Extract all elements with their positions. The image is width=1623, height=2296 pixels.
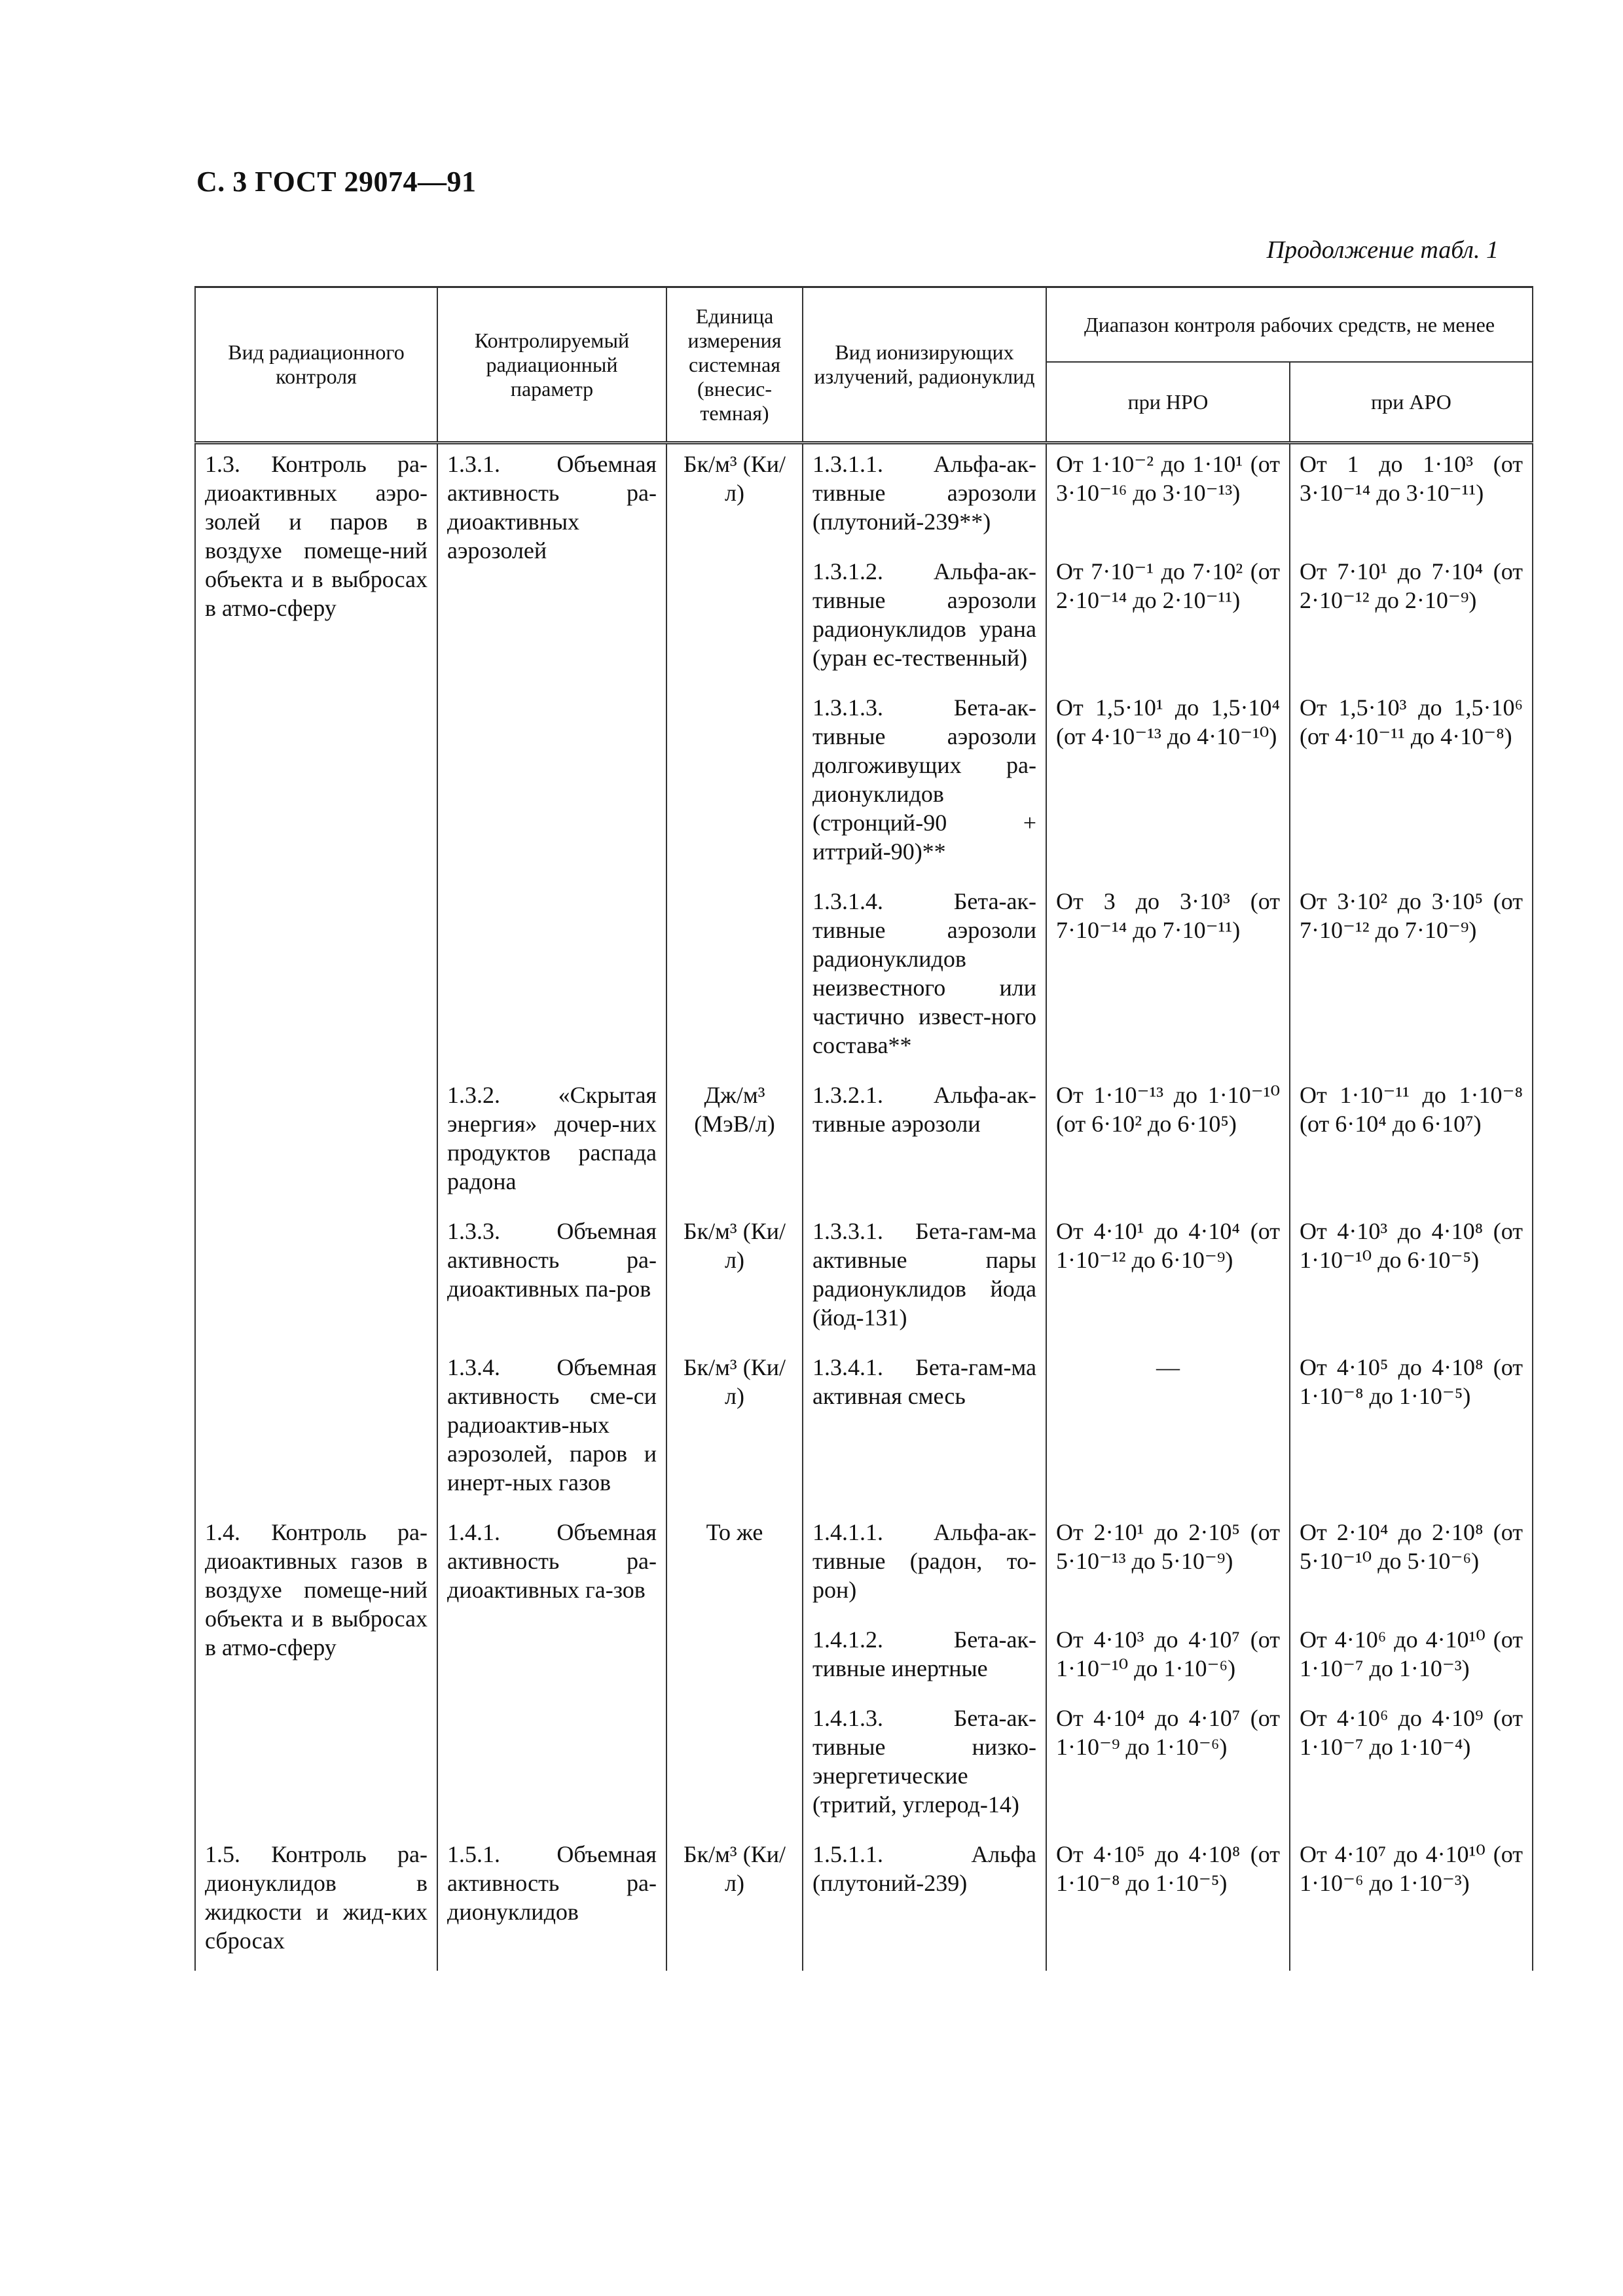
cell-radiation: 1.3.1.4. Бета-ак-тивные аэрозоли радионуклидов неизвестного или частично извест-ного состава** [803,882,1046,1075]
table-continuation-label: Продолжение табл. 1 [1266,236,1499,264]
cell-range-aro: От 4·10⁶ до 4·10¹⁰ (от 1·10⁻⁷ до 1·10⁻³) [1290,1620,1533,1698]
cell-range-nro: От 1,5·10¹ до 1,5·10⁴ (от 4·10⁻¹³ до 4·10⁻¹⁰) [1046,688,1290,882]
cell-range-aro: От 3·10² до 3·10⁵ (от 7·10⁻¹² до 7·10⁻⁹) [1290,882,1533,1075]
header-nro: при НРО [1046,362,1290,443]
cell-unit: Бк/м³ (Ки/л) [666,1348,803,1513]
cell-range-nro: От 1·10⁻¹³ до 1·10⁻¹⁰ (от 6·10² до 6·10⁵) [1046,1075,1290,1211]
header-parameter: Контролируемый радиационный параметр [437,287,666,443]
cell-range-aro: От 7·10¹ до 7·10⁴ (от 2·10⁻¹² до 2·10⁻⁹) [1290,552,1533,688]
cell-parameter: 1.5.1. Объемная активность ра-дионуклидов [437,1835,666,1971]
cell-radiation: 1.3.1.1. Альфа-ак-тивные аэрозоли (плутоний-239**) [803,443,1046,552]
page-header: С. 3 ГОСТ 29074—91 [196,166,477,198]
cell-range-nro: От 4·10¹ до 4·10⁴ (от 1·10⁻¹² до 6·10⁻⁹) [1046,1211,1290,1348]
cell-control-type: 1.5. Контроль ра-дионуклидов в жидкости и жид-ких сбросах [195,1835,437,1971]
cell-range-nro: От 3 до 3·10³ (от 7·10⁻¹⁴ до 7·10⁻¹¹) [1046,882,1290,1075]
cell-range-aro: От 4·10³ до 4·10⁸ (от 1·10⁻¹⁰ до 6·10⁻⁵) [1290,1211,1533,1348]
cell-range-nro: От 2·10¹ до 2·10⁵ (от 5·10⁻¹³ до 5·10⁻⁹) [1046,1513,1290,1620]
cell-range-aro: От 4·10⁵ до 4·10⁸ (от 1·10⁻⁸ до 1·10⁻⁵) [1290,1348,1533,1513]
cell-radiation: 1.3.2.1. Альфа-ак-тивные аэрозоли [803,1075,1046,1211]
header-range: Диапазон контроля рабочих средств, не менее [1046,287,1533,363]
cell-range-nro: От 4·10³ до 4·10⁷ (от 1·10⁻¹⁰ до 1·10⁻⁶) [1046,1620,1290,1698]
cell-range-nro: От 1·10⁻² до 1·10¹ (от 3·10⁻¹⁶ до 3·10⁻¹³) [1046,443,1290,552]
cell-range-aro: От 1·10⁻¹¹ до 1·10⁻⁸ (от 6·10⁴ до 6·10⁷) [1290,1075,1533,1211]
cell-parameter: 1.3.2. «Скрытая энергия» дочер-них продуктов распада радона [437,1075,666,1211]
cell-parameter: 1.3.1. Объемная активность ра-диоактивных аэрозолей [437,443,666,1076]
cell-range-nro: От 4·10⁵ до 4·10⁸ (от 1·10⁻⁸ до 1·10⁻⁵) [1046,1835,1290,1971]
header-unit: Единица измерения системная (внесис-темная) [666,287,803,443]
cell-radiation: 1.4.1.2. Бета-ак-тивные инертные [803,1620,1046,1698]
cell-radiation: 1.4.1.3. Бета-ак-тивные низко-энергетические (тритий, углерод-14) [803,1698,1046,1835]
cell-radiation: 1.5.1.1. Альфа (плутоний-239) [803,1835,1046,1971]
cell-range-aro: От 2·10⁴ до 2·10⁸ (от 5·10⁻¹⁰ до 5·10⁻⁶) [1290,1513,1533,1620]
cell-parameter: 1.3.4. Объемная активность сме-си радиоактив-ных аэрозолей, паров и инерт-ных газов [437,1348,666,1513]
table-row [195,443,1533,552]
cell-unit: Дж/м³ (МэВ/л) [666,1075,803,1211]
cell-unit: Бк/м³ (Ки/л) [666,1211,803,1348]
cell-parameter: 1.4.1. Объемная активность ра-диоактивных га-зов [437,1513,666,1835]
cell-range-aro: От 4·10⁷ до 4·10¹⁰ (от 1·10⁻⁶ до 1·10⁻³) [1290,1835,1533,1971]
cell-unit: То же [666,1513,803,1835]
cell-radiation: 1.4.1.1. Альфа-ак-тивные (радон, то-рон) [803,1513,1046,1620]
table-row [195,1835,1533,1971]
table-header-row [195,287,1533,363]
table-row [195,1513,1533,1620]
cell-range-nro: От 4·10⁴ до 4·10⁷ (от 1·10⁻⁹ до 1·10⁻⁶) [1046,1698,1290,1835]
cell-radiation: 1.3.3.1. Бета-гам-ма активные пары радионуклидов йода (йод-131) [803,1211,1046,1348]
cell-radiation: 1.3.4.1. Бета-гам-ма активная смесь [803,1348,1046,1513]
cell-unit: Бк/м³ (Ки/л) [666,443,803,1076]
cell-range-nro: От 7·10⁻¹ до 7·10² (от 2·10⁻¹⁴ до 2·10⁻¹¹) [1046,552,1290,688]
cell-range-nro: — [1046,1348,1290,1513]
cell-control-type: 1.4. Контроль ра-диоактивных газов в воздухе помеще-ний объекта и в выбросах в атмо-сферу [195,1513,437,1835]
cell-unit: Бк/м³ (Ки/л) [666,1835,803,1971]
cell-range-aro: От 1 до 1·10³ (от 3·10⁻¹⁴ до 3·10⁻¹¹) [1290,443,1533,552]
cell-range-aro: От 4·10⁶ до 4·10⁹ (от 1·10⁻⁷ до 1·10⁻⁴) [1290,1698,1533,1835]
header-aro: при АРО [1290,362,1533,443]
radiation-control-table [194,286,1533,1971]
cell-radiation: 1.3.1.3. Бета-ак-тивные аэрозоли долгоживущих ра-дионуклидов (стронций-90 + иттрий-90)** [803,688,1046,882]
header-control-type: Вид радиационного контроля [195,287,437,443]
cell-range-aro: От 1,5·10³ до 1,5·10⁶ (от 4·10⁻¹¹ до 4·10⁻⁸) [1290,688,1533,882]
cell-control-type: 1.3. Контроль ра-диоактивных аэро-золей и паров в воздухе помеще-ний объекта и в выбросах в атмо-сферу [195,443,437,1513]
header-radiation: Вид ионизирующих излучений, радионуклид [803,287,1046,443]
cell-radiation: 1.3.1.2. Альфа-ак-тивные аэрозоли радионуклидов урана (уран ес-тественный) [803,552,1046,688]
cell-parameter: 1.3.3. Объемная активность ра-диоактивных па-ров [437,1211,666,1348]
